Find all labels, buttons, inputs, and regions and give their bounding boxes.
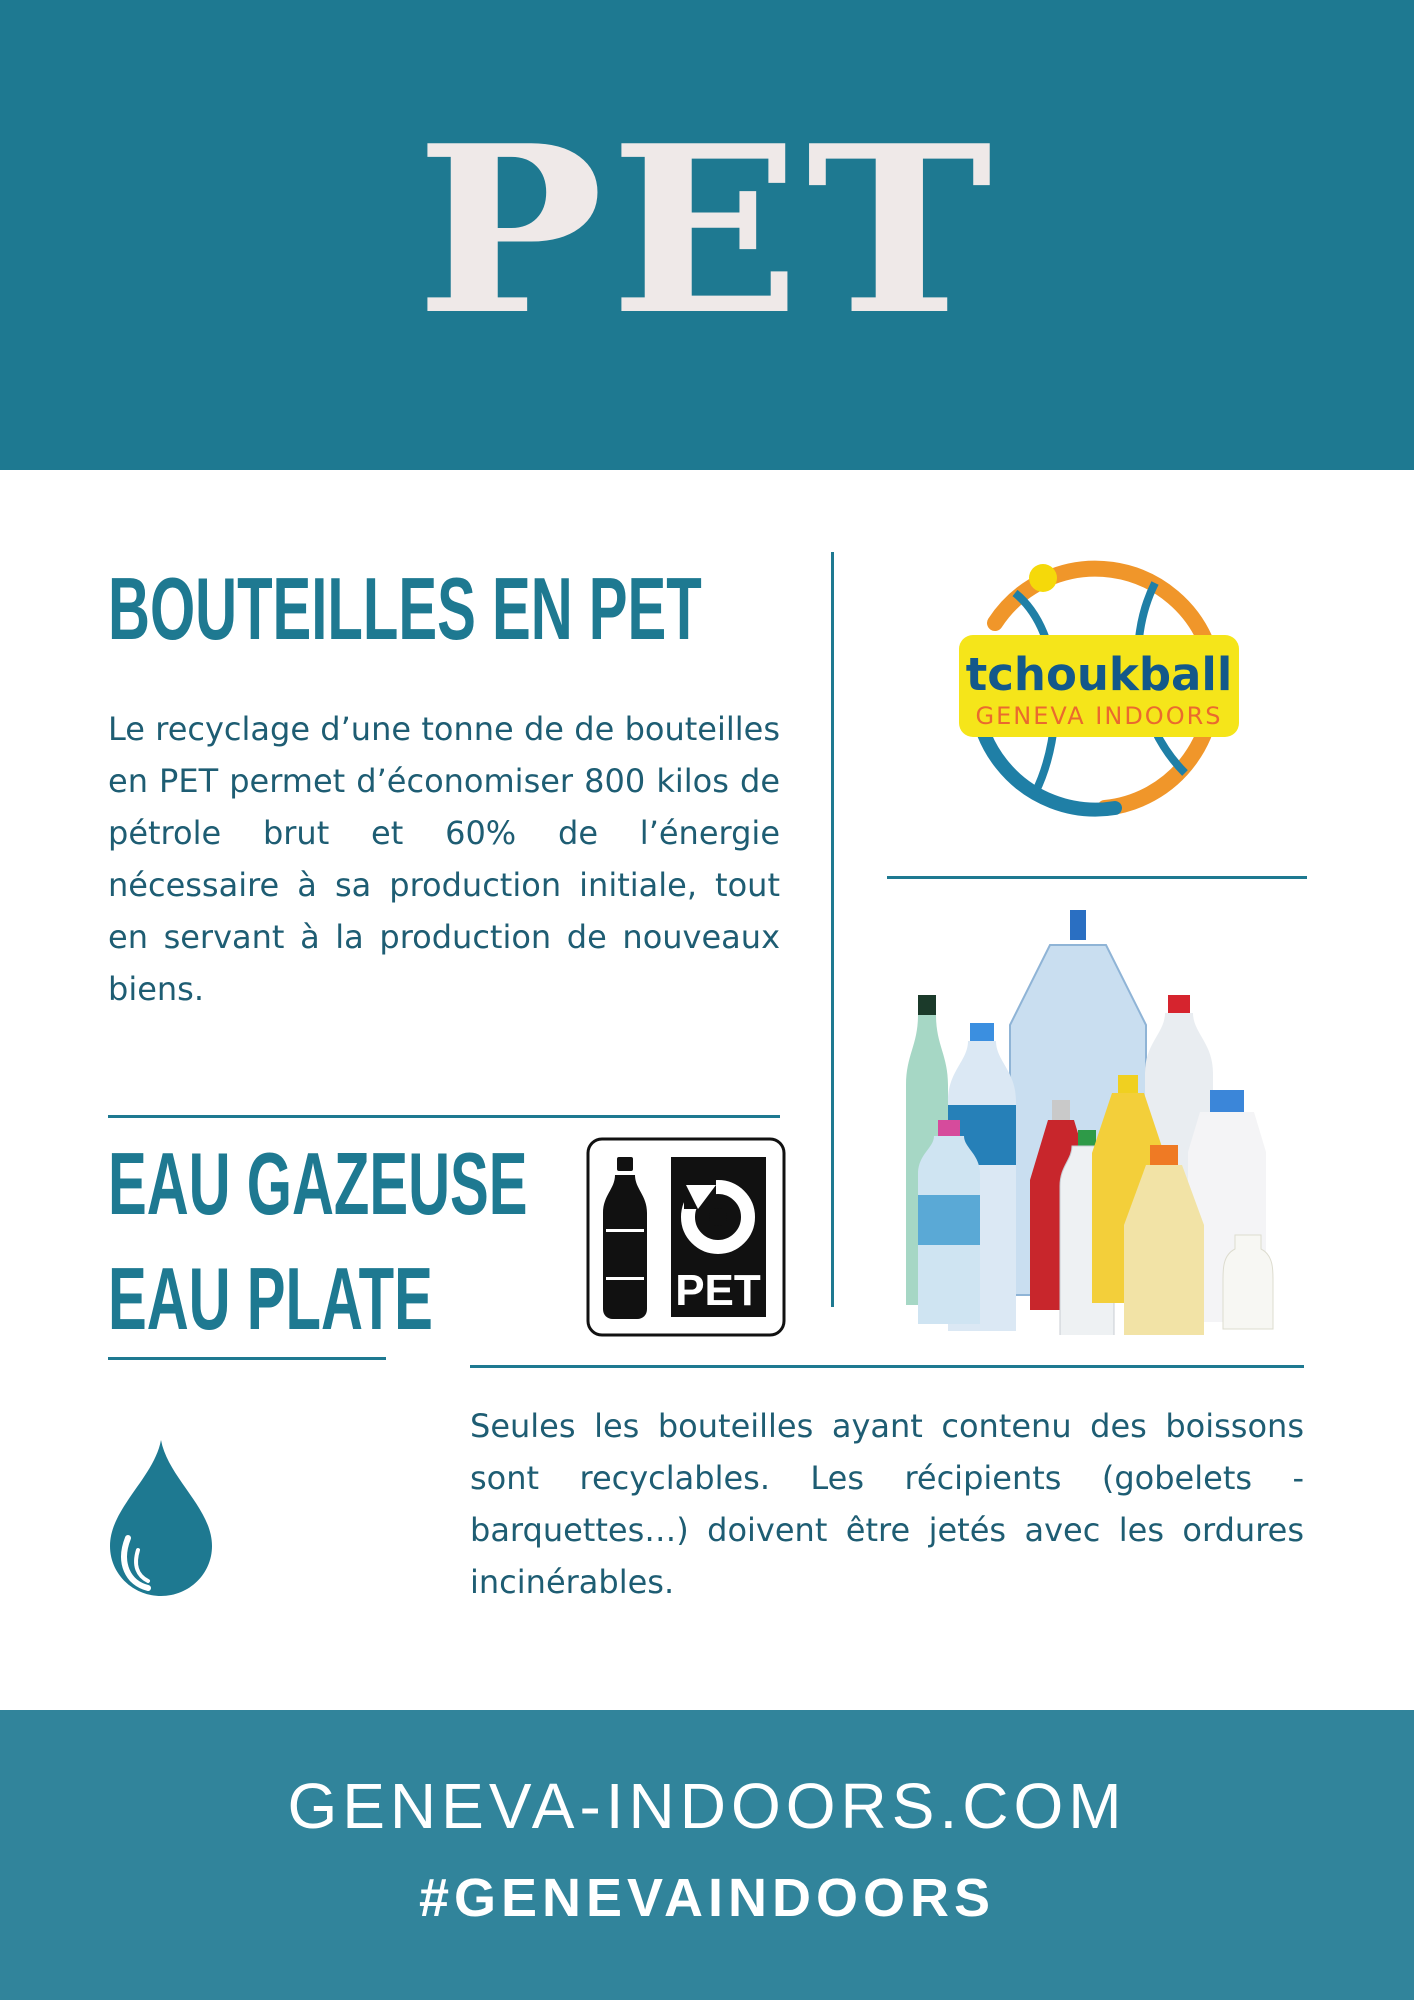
note-paragraph: Seules les bouteilles ayant contenu des boissons sont recyclables. Les récipients (gobelets - barquettes…) doivent être jetés avec les ordures incinérables. — [470, 1407, 1304, 1601]
footer-website[interactable]: GENEVA-INDOORS.COM — [287, 1770, 1127, 1842]
divider-left — [108, 1115, 780, 1118]
pet-recycling-symbol — [586, 1137, 786, 1337]
header-banner — [0, 0, 1414, 470]
divider-right — [887, 876, 1307, 879]
logo-text-tchoukball: tchoukball — [965, 648, 1233, 701]
vertical-divider — [831, 552, 834, 1307]
tchoukball-logo — [955, 553, 1240, 818]
water-drop-icon — [108, 1438, 214, 1598]
divider-note — [470, 1365, 1304, 1368]
recycling-paragraph: Le recyclage d’une tonne de de bouteilles en PET permet d’économiser 800 kilos de pétrole brut et 60% de l’énergie nécessaire à sa production initiale, tout en servant à la production de nouveaux biens. — [108, 710, 780, 1008]
section-heading-bouteilles: BOUTEILLES EN PET — [108, 559, 702, 658]
footer-banner — [0, 1710, 1414, 2000]
heading-eau-gazeuse: EAU GAZEUSE — [108, 1134, 528, 1233]
pet-symbol-label: PET — [675, 1266, 761, 1315]
plastic-bottles-image — [900, 905, 1280, 1335]
page-title: PET — [415, 94, 999, 366]
footer-hashtag: #GENEVAINDOORS — [418, 1868, 996, 1928]
divider-eau — [108, 1357, 386, 1360]
heading-eau-plate: EAU PLATE — [108, 1249, 433, 1348]
logo-text-geneva: GENEVA INDOORS — [975, 702, 1223, 730]
